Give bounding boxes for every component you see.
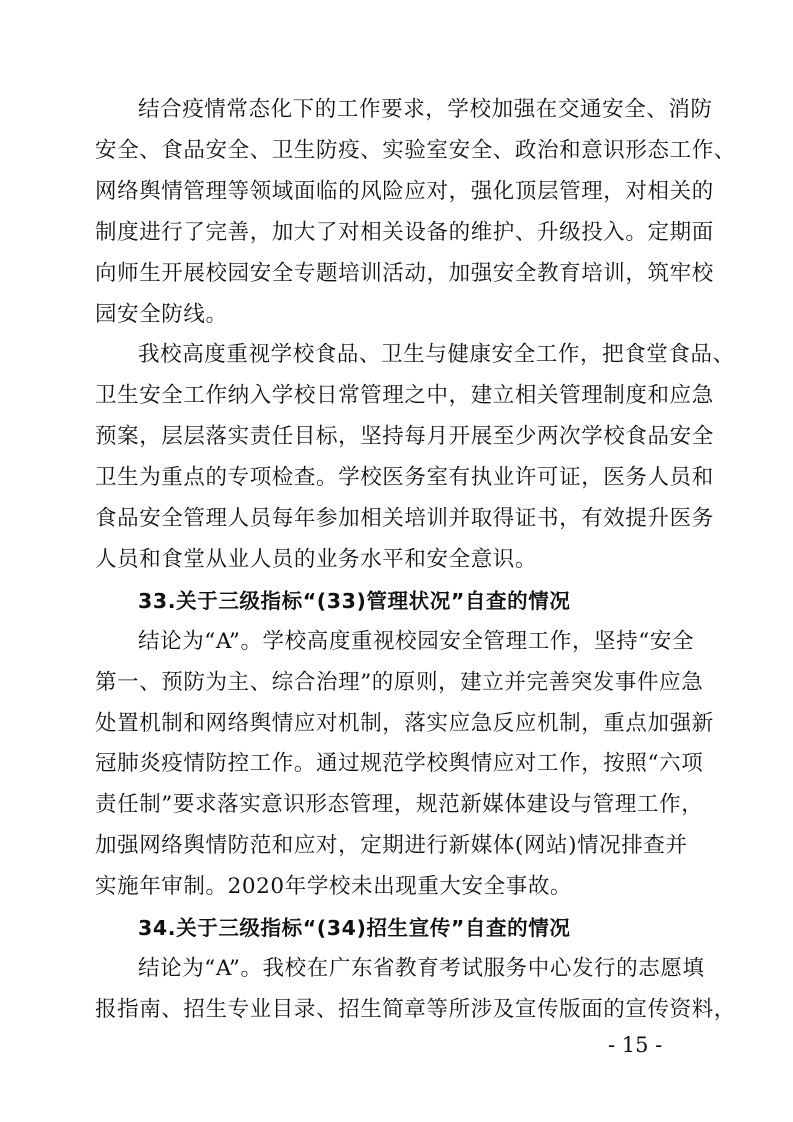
section-heading-33: 33.关于三级指标“(33)管理状况”自查的情况 [138, 589, 571, 613]
body-text-line: 卫生为重点的专项检查。学校医务室有执业许可证，医务人员和 [95, 465, 714, 490]
body-text-line: 处置机制和网络舆情应对机制，落实应急反应机制，重点加强新 [95, 711, 714, 736]
body-text-line: 向师生开展校园安全专题培训活动，加强安全教育培训，筑牢校 [95, 261, 714, 286]
body-text-line: 园安全防线。 [95, 302, 228, 327]
body-text-line: 我校高度重视学校食品、卫生与健康安全工作，把食堂食品、 [138, 342, 735, 367]
body-text-line: 人员和食堂从业人员的业务水平和安全意识。 [95, 547, 538, 572]
body-text-line: 冠肺炎疫情防控工作。通过规范学校舆情应对工作，按照“六项 [95, 751, 704, 776]
body-text-line: 实施年审制。2020年学校未出现重大安全事故。 [95, 874, 573, 899]
section-heading-34: 34.关于三级指标“(34)招生宣传”自查的情况 [138, 916, 571, 940]
body-text-line: 结合疫情常态化下的工作要求，学校加强在交通安全、消防 [138, 97, 713, 122]
body-text-line: 制度进行了完善，加大了对相关设备的维护、升级投入。定期面 [95, 220, 714, 245]
body-text-line: 加强网络舆情防范和应对，定期进行新媒体(网站)情况排查并 [95, 833, 688, 858]
page-number: - 15 - [608, 1033, 663, 1057]
body-text-line: 预案，层层落实责任目标，坚持每月开展至少两次学校食品安全 [95, 424, 714, 449]
body-text-line: 第一、预防为主、综合治理”的原则，建立并完善突发事件应急 [95, 670, 704, 695]
body-text-line: 卫生安全工作纳入学校日常管理之中，建立相关管理制度和应急 [95, 383, 714, 408]
body-text-line: 责任制”要求落实意识形态管理，规范新媒体建设与管理工作， [95, 792, 704, 817]
body-text-line: 安全、食品安全、卫生防疫、实验室安全、政治和意识形态工作、 [95, 138, 736, 163]
body-text-line: 食品安全管理人员每年参加相关培训并取得证书，有效提升医务 [95, 506, 714, 531]
body-text-line: 结论为“A”。学校高度重视校园安全管理工作，坚持“安全 [138, 629, 695, 654]
body-text-line: 结论为“A”。我校在广东省教育考试服务中心发行的志愿填 [138, 956, 705, 981]
body-text-line: 网络舆情管理等领域面临的风险应对，强化顶层管理，对相关的 [95, 179, 714, 204]
body-text-line: 报指南、招生专业目录、招生简章等所涉及宣传版面的宣传资料， [95, 997, 736, 1022]
